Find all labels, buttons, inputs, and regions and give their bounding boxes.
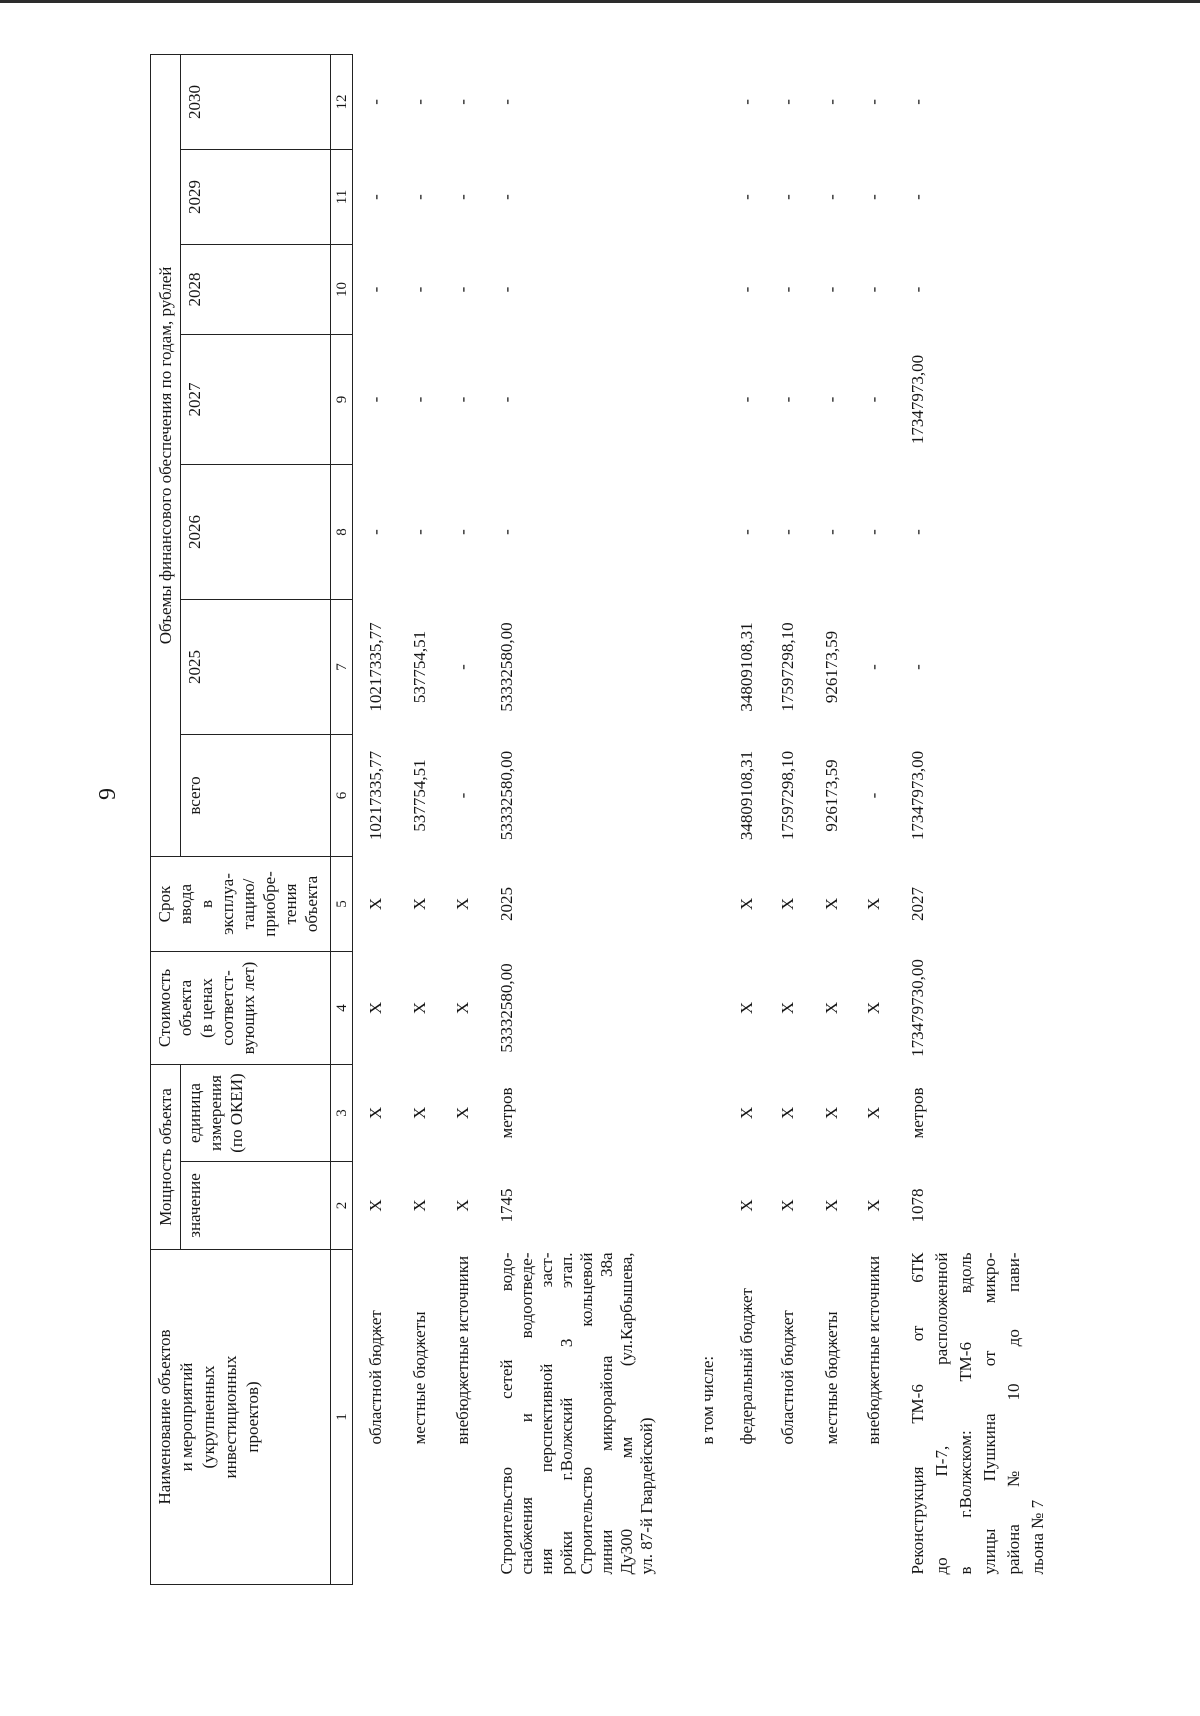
capacity-value: Х [366, 1199, 385, 1212]
column-number: 9 [331, 335, 353, 465]
header-funding: Объемы финансового обеспечения по годам, рублей [151, 54, 181, 856]
empty-cell [685, 150, 724, 245]
funding-2027: - [821, 396, 841, 403]
table-row [765, 54, 809, 1584]
funding-2025: 17597298,10 [777, 622, 797, 712]
project-name-line: линии микрорайона 38а [596, 1252, 616, 1575]
funding-total: 53332580,00 [496, 750, 516, 841]
rotated-page-content [90, 40, 1100, 1600]
funding-2030: - [821, 99, 841, 105]
funding-2027: - [496, 396, 516, 403]
funding-total: 926173,59 [821, 759, 841, 832]
project-name [485, 1250, 685, 1585]
capacity-unit: Х [409, 1106, 429, 1120]
funding-2026: - [366, 529, 385, 535]
commissioning-term: Х [777, 897, 797, 911]
column-number: 4 [331, 952, 353, 1065]
empty-cell [685, 735, 724, 857]
object-cost: 173479730,00 [907, 959, 927, 1057]
capacity-value: 1078 [907, 1188, 927, 1223]
funding-2028: - [821, 286, 841, 293]
capacity-value: Х [452, 1199, 472, 1212]
header-year-2028: 2028 [181, 245, 331, 335]
funding-total: 10217335,77 [366, 750, 385, 841]
project-name-line: ния перспективной заст- [536, 1252, 556, 1575]
header-cost: Стоимость объекта (в ценах соответст- вующих лет) [151, 952, 331, 1065]
funding-2028: - [496, 286, 516, 293]
row-label: местные бюджеты [409, 1311, 429, 1445]
funding-2027: - [863, 396, 883, 403]
capacity-value: Х [736, 1199, 756, 1212]
funding-total: - [863, 792, 883, 799]
financing-table [150, 54, 1074, 1585]
column-number-row [331, 54, 353, 1584]
project-name-line: Реконструкция ТМ-6 от 6ТК [907, 1252, 927, 1575]
funding-2029: - [907, 194, 927, 200]
funding-2027: 17347973,00 [907, 354, 927, 445]
project-name-line: ройки г.Волжский 3 этап. [556, 1252, 576, 1575]
funding-2029: - [366, 194, 385, 200]
funding-2028: - [736, 286, 756, 293]
funding-2026: - [821, 529, 841, 535]
funding-2026: - [496, 529, 516, 535]
column-number: 8 [331, 465, 353, 600]
funding-total: 17347973,00 [907, 750, 927, 841]
column-number: 1 [331, 1250, 353, 1585]
commissioning-term: Х [366, 897, 385, 911]
project-name [894, 1250, 1074, 1585]
commissioning-term: Х [863, 897, 883, 911]
project-name-line: района № 10 до пави- [1003, 1252, 1023, 1575]
commissioning-term: Х [409, 897, 429, 911]
commissioning-term: 2025 [496, 887, 516, 921]
project-name-line: Строительство кольцевой [576, 1252, 596, 1575]
header-year-2030: 2030 [181, 54, 331, 149]
project-name-line: до П-7, расположенной [931, 1252, 951, 1575]
funding-2028: - [366, 286, 385, 293]
funding-2026: - [736, 529, 756, 535]
project-name-line: улицы Пушкина от микро- [979, 1252, 999, 1575]
header-year-2027: 2027 [181, 335, 331, 465]
object-cost: Х [821, 1001, 841, 1015]
header-capacity-unit: единица измерения (по ОКЕИ) [181, 1065, 331, 1162]
funding-2029: - [452, 194, 472, 200]
capacity-unit: Х [452, 1106, 472, 1120]
empty-cell [685, 1065, 724, 1162]
column-number: 5 [331, 857, 353, 952]
empty-cell [685, 54, 724, 149]
project-name-line: Строительство сетей водо- [496, 1252, 516, 1575]
project-name-line: льона № 7 [1027, 1499, 1047, 1575]
column-number: 11 [331, 150, 353, 245]
funding-2026: - [409, 529, 429, 535]
capacity-value: Х [821, 1199, 841, 1212]
capacity-unit: Х [821, 1106, 841, 1120]
commissioning-term: Х [736, 897, 756, 911]
column-number: 6 [331, 735, 353, 857]
capacity-unit: Х [366, 1106, 385, 1120]
funding-2028: - [452, 286, 472, 293]
column-number: 3 [331, 1065, 353, 1162]
header-year-2025: 2025 [181, 600, 331, 735]
commissioning-term: 2027 [907, 887, 927, 921]
table-body [353, 54, 1074, 1584]
capacity-unit: Х [777, 1106, 797, 1120]
funding-2027: - [366, 396, 385, 403]
funding-2027: - [409, 396, 429, 403]
table-row [685, 54, 724, 1584]
row-label: внебюджетные источники [452, 1255, 472, 1445]
scan-edge [0, 0, 1200, 3]
column-number: 2 [331, 1162, 353, 1250]
table-row [809, 54, 851, 1584]
table-row-project [485, 54, 685, 1584]
empty-cell [685, 245, 724, 335]
funding-2029: - [821, 194, 841, 200]
object-cost: Х [366, 1001, 385, 1015]
row-label: федеральный бюджет [736, 1288, 756, 1445]
object-cost: 53332580,00 [496, 963, 516, 1053]
funding-2030: - [496, 99, 516, 105]
funding-2025: 10217335,77 [366, 622, 385, 712]
header-year-2026: 2026 [181, 465, 331, 600]
funding-2026: - [863, 529, 883, 535]
funding-2030: - [777, 99, 797, 105]
capacity-value: Х [777, 1199, 797, 1212]
commissioning-term: Х [821, 897, 841, 911]
row-label: областной бюджет [777, 1310, 797, 1445]
funding-2030: - [863, 99, 883, 105]
project-name-line: снабжения и водоотведе- [516, 1252, 536, 1575]
header-total: всего [181, 735, 331, 857]
funding-2028: - [777, 286, 797, 293]
header-year-2029: 2029 [181, 150, 331, 245]
funding-2025: - [452, 664, 472, 670]
column-number: 12 [331, 54, 353, 149]
page-number: 9 [95, 788, 121, 800]
funding-2030: - [452, 99, 472, 105]
capacity-value: Х [863, 1199, 883, 1212]
funding-2026: - [452, 529, 472, 535]
table-row [397, 54, 440, 1584]
funding-total: - [452, 792, 472, 799]
funding-2028: - [863, 286, 883, 293]
funding-2026: - [907, 529, 927, 535]
row-label: внебюджетные источники [863, 1255, 883, 1445]
capacity-unit: Х [863, 1106, 883, 1120]
empty-cell [685, 335, 724, 465]
column-number: 10 [331, 245, 353, 335]
table-row [724, 54, 765, 1584]
funding-2030: - [907, 99, 927, 105]
table-row [440, 54, 485, 1584]
funding-2029: - [496, 194, 516, 200]
funding-2030: - [366, 99, 385, 105]
empty-cell [685, 465, 724, 600]
funding-total: 34809108,31 [736, 750, 756, 841]
row-label: в том числе: [697, 1355, 717, 1445]
empty-cell [685, 1162, 724, 1250]
funding-2025: - [907, 664, 927, 670]
funding-2025: 34809108,31 [736, 622, 756, 712]
funding-2029: - [409, 194, 429, 200]
funding-total: 537754,51 [409, 759, 429, 832]
funding-2029: - [863, 194, 883, 200]
capacity-value: Х [409, 1199, 429, 1212]
empty-cell [685, 600, 724, 735]
funding-2029: - [736, 194, 756, 200]
capacity-unit: метров [907, 1087, 927, 1139]
funding-2025: 537754,51 [409, 630, 429, 704]
header-term: Срок ввода в эксплуа- тацию/ приобре- тения объекта [151, 857, 331, 952]
table-row [851, 54, 894, 1584]
funding-2029: - [777, 194, 797, 200]
empty-cell [685, 857, 724, 952]
funding-2030: - [409, 99, 429, 105]
object-cost: Х [409, 1001, 429, 1015]
row-label: местные бюджеты [821, 1311, 841, 1445]
header-name: Наименование объектов и мероприятий (укрупненных инвестиционных проектов) [151, 1250, 331, 1585]
funding-2025: 53332580,00 [496, 622, 516, 712]
capacity-unit: метров [496, 1087, 516, 1139]
header-capacity: Мощность объекта [151, 1065, 181, 1250]
project-name-line: ул. 87-й Гвардейской) [636, 1417, 656, 1575]
project-name-line: в г.Волжском: ТМ-6 вдоль [955, 1252, 975, 1575]
column-number: 7 [331, 600, 353, 735]
object-cost: Х [777, 1001, 797, 1015]
header-row [151, 54, 181, 1584]
funding-2028: - [907, 286, 927, 293]
capacity-unit: Х [736, 1106, 756, 1120]
table-row [353, 54, 397, 1584]
funding-total: 17597298,10 [777, 750, 797, 841]
object-cost: Х [863, 1001, 883, 1015]
row-label: областной бюджет [366, 1310, 385, 1445]
empty-cell [685, 952, 724, 1065]
funding-2027: - [736, 396, 756, 403]
capacity-value: 1745 [496, 1188, 516, 1223]
commissioning-term: Х [452, 897, 472, 911]
table-header [151, 54, 353, 1584]
funding-2027: - [777, 396, 797, 403]
object-cost: Х [736, 1001, 756, 1015]
funding-2028: - [409, 286, 429, 293]
table-row-project [894, 54, 1074, 1584]
header-capacity-value: значение [181, 1162, 331, 1250]
funding-2027: - [452, 396, 472, 403]
object-cost: Х [452, 1001, 472, 1015]
funding-2025: - [863, 664, 883, 670]
funding-2030: - [736, 99, 756, 105]
funding-2026: - [777, 529, 797, 535]
funding-2025: 926173,59 [821, 630, 841, 704]
project-name-line: Ду300 мм (ул.Карбышева, [616, 1252, 636, 1575]
